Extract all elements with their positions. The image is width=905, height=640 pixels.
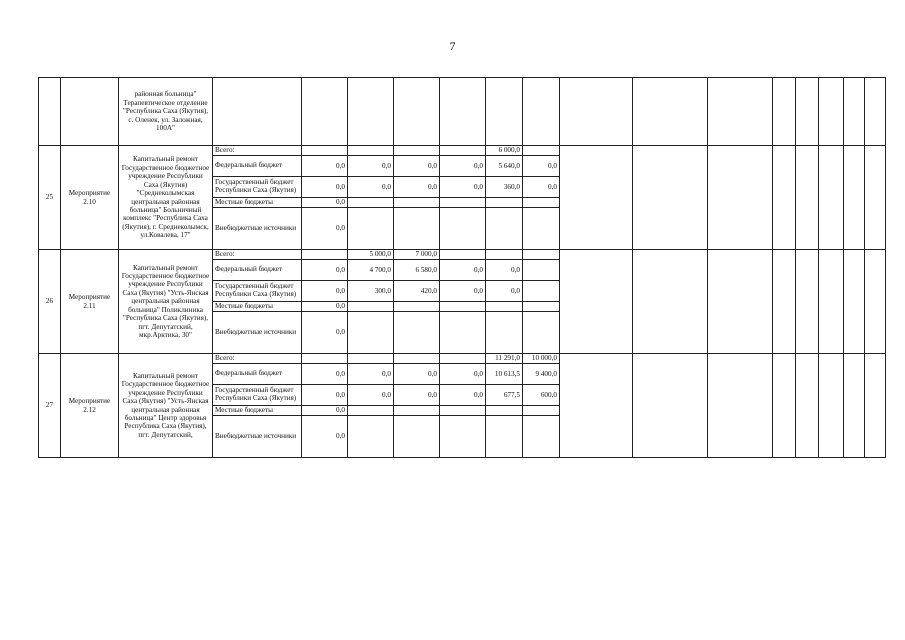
empty-cell xyxy=(560,354,633,458)
value-v5: 0,0 xyxy=(486,281,523,302)
empty-cell xyxy=(708,146,773,250)
value-v4: 0,0 xyxy=(440,281,486,302)
value-v6: 0,0 xyxy=(523,156,560,177)
empty-cell xyxy=(819,354,844,458)
num-cell xyxy=(39,78,61,146)
value-v2 xyxy=(348,406,394,416)
value-v2: 4 700,0 xyxy=(348,260,394,281)
event-name: Мероприятие 2.10 xyxy=(61,146,119,250)
value-v2: 0,0 xyxy=(348,156,394,177)
empty-cell xyxy=(560,250,633,354)
funding-source: Федеральный бюджет xyxy=(213,156,302,177)
value-v2: 300,0 xyxy=(348,281,394,302)
funding-source: Федеральный бюджет xyxy=(213,364,302,385)
value-v1: 0,0 xyxy=(302,302,348,312)
value-v2: 0,0 xyxy=(348,364,394,385)
value-v1 xyxy=(302,354,348,364)
value-v5: 360,0 xyxy=(486,177,523,198)
value-v4 xyxy=(440,354,486,364)
value-v4 xyxy=(440,250,486,260)
table-row xyxy=(39,250,886,260)
value-v4 xyxy=(440,208,486,250)
value-v5: 6 000,0 xyxy=(486,146,523,156)
value-v6 xyxy=(523,208,560,250)
value-v2 xyxy=(348,208,394,250)
funding-source: Государственный бюджет Республики Саха (Якутия) xyxy=(213,281,302,302)
empty-cell xyxy=(708,250,773,354)
value-v4: 0,0 xyxy=(440,260,486,281)
value-v5: 10 613,5 xyxy=(486,364,523,385)
budget-table xyxy=(38,77,886,458)
value-v2: 0,0 xyxy=(348,177,394,198)
empty-cell xyxy=(844,250,865,354)
empty-cell xyxy=(819,250,844,354)
value-v3 xyxy=(394,198,440,208)
value-v3 xyxy=(394,312,440,354)
value-v3 xyxy=(394,146,440,156)
value-v1 xyxy=(302,146,348,156)
empty-cell xyxy=(708,78,773,146)
empty-cell xyxy=(773,354,796,458)
table-row xyxy=(39,354,886,364)
funding-source: Федеральный бюджет xyxy=(213,260,302,281)
empty-cell xyxy=(844,146,865,250)
value-v5: 11 291,0 xyxy=(486,354,523,364)
empty-cell xyxy=(819,78,844,146)
empty-cell xyxy=(440,78,486,146)
row-number: 25 xyxy=(39,146,61,250)
event-cell xyxy=(61,78,119,146)
value-v2 xyxy=(348,312,394,354)
empty-cell xyxy=(773,250,796,354)
empty-cell xyxy=(865,78,886,146)
value-v1: 0,0 xyxy=(302,208,348,250)
value-v1: 0,0 xyxy=(302,156,348,177)
empty-cell xyxy=(486,78,523,146)
value-v3 xyxy=(394,416,440,458)
object-description: Капитальный ремонт Государственное бюджетное учреждение Республики Саха (Якутия) "Среднеколымская центральная районная больница" Больничный комплекс "Республика Саха (Якутия), г. Среднеколымск, ул.Ковалева, 17" xyxy=(119,146,213,250)
empty-cell xyxy=(633,146,708,250)
empty-cell xyxy=(773,146,796,250)
value-v4 xyxy=(440,146,486,156)
value-v6 xyxy=(523,312,560,354)
empty-cell xyxy=(348,78,394,146)
value-v5: 677,5 xyxy=(486,385,523,406)
funding-source: Всего: xyxy=(213,250,302,260)
value-v5 xyxy=(486,208,523,250)
empty-cell xyxy=(844,78,865,146)
value-v3: 0,0 xyxy=(394,364,440,385)
empty-cell xyxy=(796,78,819,146)
empty-cell xyxy=(560,78,633,146)
value-v3: 0,0 xyxy=(394,156,440,177)
empty-cell xyxy=(523,78,560,146)
funding-source: Всего: xyxy=(213,354,302,364)
event-name: Мероприятие 2.12 xyxy=(61,354,119,458)
value-v6 xyxy=(523,302,560,312)
value-v4 xyxy=(440,406,486,416)
empty-cell xyxy=(633,250,708,354)
funding-source: Государственный бюджет Республики Саха (Якутия) xyxy=(213,177,302,198)
row-number: 27 xyxy=(39,354,61,458)
funding-source: Всего: xyxy=(213,146,302,156)
value-v1: 0,0 xyxy=(302,312,348,354)
value-v4 xyxy=(440,312,486,354)
value-v3: 0,0 xyxy=(394,385,440,406)
empty-cell xyxy=(394,78,440,146)
value-v4: 0,0 xyxy=(440,177,486,198)
value-v3 xyxy=(394,302,440,312)
empty-cell xyxy=(773,78,796,146)
value-v5 xyxy=(486,416,523,458)
empty-cell xyxy=(708,354,773,458)
value-v6 xyxy=(523,198,560,208)
funding-source: Внебюджетные источники xyxy=(213,312,302,354)
value-v3: 420,0 xyxy=(394,281,440,302)
value-v1: 0,0 xyxy=(302,260,348,281)
value-v1 xyxy=(302,250,348,260)
page-number: 7 xyxy=(449,39,456,53)
empty-cell xyxy=(844,354,865,458)
value-v6: 0,0 xyxy=(523,177,560,198)
empty-cell xyxy=(819,146,844,250)
value-v5 xyxy=(486,198,523,208)
value-v6 xyxy=(523,146,560,156)
empty-cell xyxy=(865,146,886,250)
value-v5 xyxy=(486,312,523,354)
value-v6 xyxy=(523,250,560,260)
value-v3 xyxy=(394,208,440,250)
empty-cell xyxy=(213,78,302,146)
table-row xyxy=(39,78,886,146)
value-v4: 0,0 xyxy=(440,156,486,177)
event-name: Мероприятие 2.11 xyxy=(61,250,119,354)
table-body xyxy=(39,78,886,458)
empty-cell xyxy=(796,146,819,250)
empty-cell xyxy=(633,354,708,458)
value-v2 xyxy=(348,416,394,458)
value-v4: 0,0 xyxy=(440,364,486,385)
value-v3: 0,0 xyxy=(394,177,440,198)
object-description: Капитальный ремонт Государственное бюджетное учреждение Республики Саха (Якутия) "Усть-Янская центральная районная больница" Поликлиника "Республика Саха (Якутия), пгт. Депутатский, мкр.Арктика, 30" xyxy=(119,250,213,354)
value-v1: 0,0 xyxy=(302,198,348,208)
value-v1: 0,0 xyxy=(302,406,348,416)
value-v4 xyxy=(440,198,486,208)
empty-cell xyxy=(865,250,886,354)
row-number: 26 xyxy=(39,250,61,354)
funding-source: Местные бюджеты xyxy=(213,198,302,208)
value-v1: 0,0 xyxy=(302,281,348,302)
empty-cell xyxy=(865,354,886,458)
object-cell: районная больница" Терапевтическое отделение "Республика Саха (Якутия), с. Оленек, ул. Заложная, 100А" xyxy=(119,78,213,146)
empty-cell xyxy=(633,78,708,146)
value-v2 xyxy=(348,302,394,312)
empty-cell xyxy=(302,78,348,146)
value-v1: 0,0 xyxy=(302,416,348,458)
value-v5 xyxy=(486,406,523,416)
value-v3: 6 580,0 xyxy=(394,260,440,281)
value-v2 xyxy=(348,198,394,208)
value-v2: 0,0 xyxy=(348,385,394,406)
empty-cell xyxy=(796,250,819,354)
value-v5 xyxy=(486,302,523,312)
value-v1: 0,0 xyxy=(302,177,348,198)
value-v2 xyxy=(348,354,394,364)
empty-cell xyxy=(560,146,633,250)
value-v5: 0,0 xyxy=(486,260,523,281)
empty-cell xyxy=(796,354,819,458)
value-v2 xyxy=(348,146,394,156)
funding-source: Внебюджетные источники xyxy=(213,208,302,250)
funding-source: Государственный бюджет Республики Саха (Якутия) xyxy=(213,385,302,406)
funding-source: Внебюджетные источники xyxy=(213,416,302,458)
value-v6: 10 000,0 xyxy=(523,354,560,364)
funding-source: Местные бюджеты xyxy=(213,406,302,416)
value-v4 xyxy=(440,416,486,458)
value-v4: 0,0 xyxy=(440,385,486,406)
value-v1: 0,0 xyxy=(302,385,348,406)
value-v3 xyxy=(394,406,440,416)
value-v3: 7 000,0 xyxy=(394,250,440,260)
value-v5 xyxy=(486,250,523,260)
value-v1: 0,0 xyxy=(302,364,348,385)
value-v6: 600,0 xyxy=(523,385,560,406)
table-row xyxy=(39,146,886,156)
value-v3 xyxy=(394,354,440,364)
value-v6: 9 400,0 xyxy=(523,364,560,385)
value-v6 xyxy=(523,281,560,302)
value-v6 xyxy=(523,260,560,281)
value-v4 xyxy=(440,302,486,312)
funding-source: Местные бюджеты xyxy=(213,302,302,312)
object-description: Капитальный ремонт Государственное бюджетное учреждение Республики Саха (Якутия) "Усть-Янская центральная районная больница" Центр здоровья Республика Саха (Якутия), пгт. Депутатский, xyxy=(119,354,213,458)
value-v5: 5 640,0 xyxy=(486,156,523,177)
value-v6 xyxy=(523,416,560,458)
value-v6 xyxy=(523,406,560,416)
value-v2: 5 000,0 xyxy=(348,250,394,260)
